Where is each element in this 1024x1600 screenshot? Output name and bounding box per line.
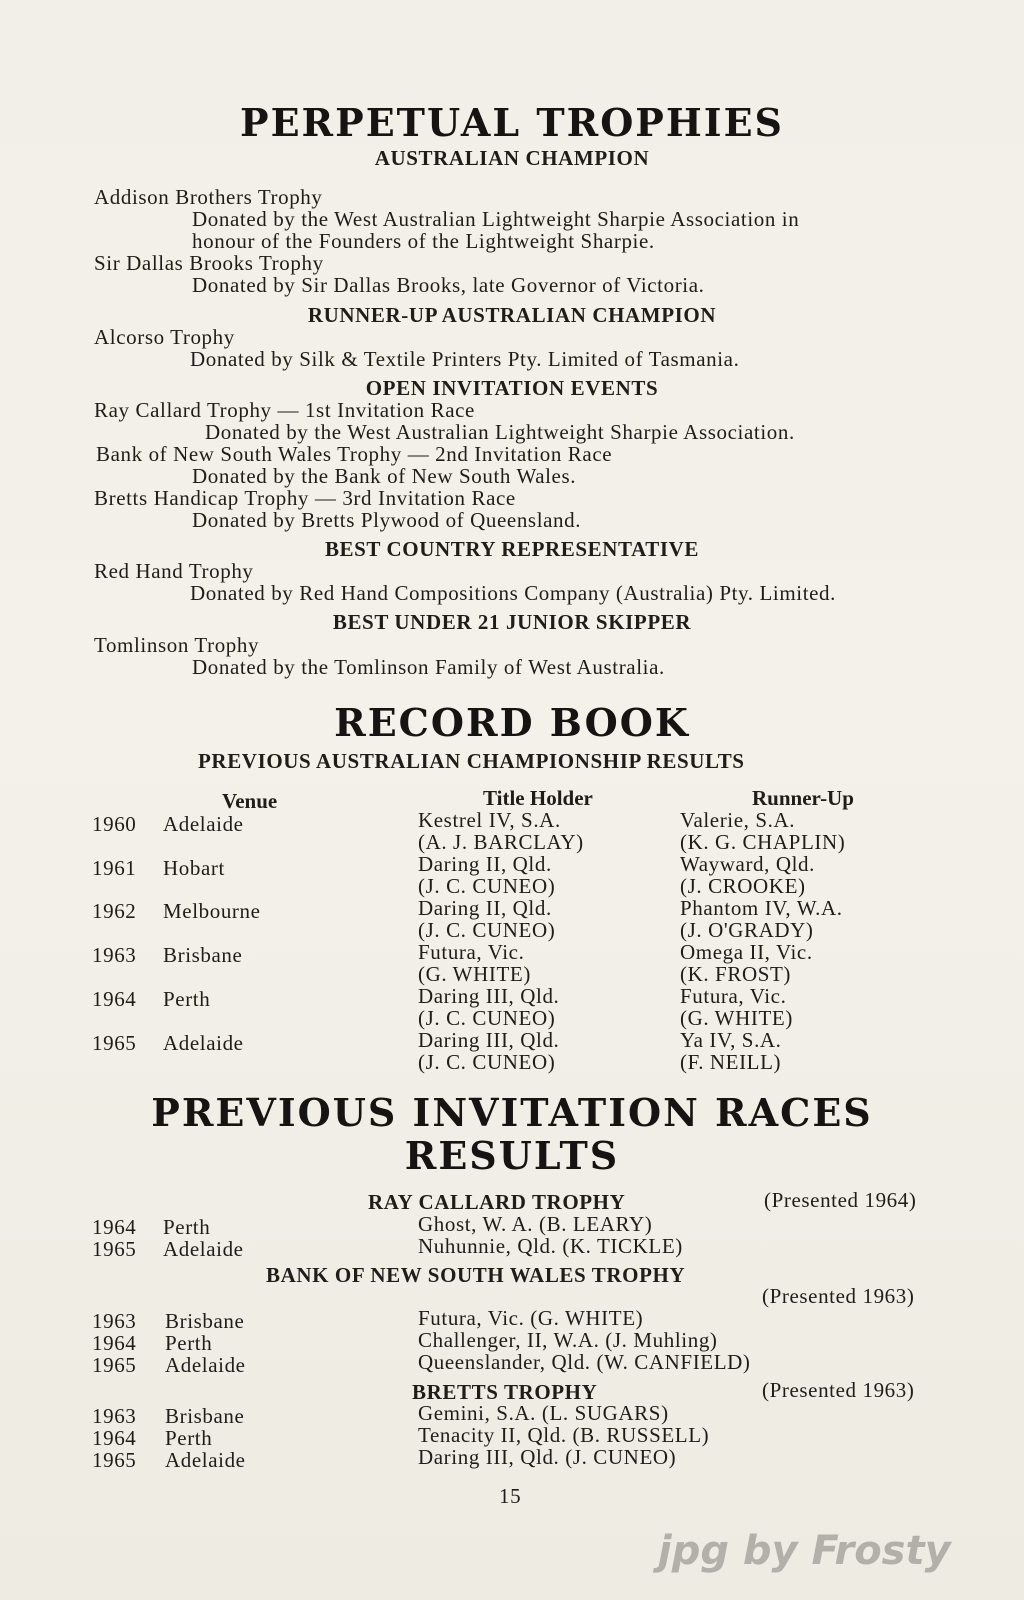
- result-winner: Queenslander, Qld. (W. CANFIELD): [418, 1350, 751, 1374]
- presented-year: (Presented 1963): [762, 1378, 915, 1402]
- runner-up-boat: Wayward, Qld.: [680, 852, 815, 876]
- result-year: 1965: [92, 1448, 137, 1472]
- result-year: 1965: [92, 1353, 137, 1377]
- result-winner: Nuhunnie, Qld. (K. TICKLE): [418, 1234, 683, 1258]
- trophy-name: Bretts Handicap Trophy — 3rd Invitation Race: [94, 486, 516, 510]
- runner-up-boat: Ya IV, S.A.: [680, 1028, 782, 1052]
- section-heading: OPEN INVITATION EVENTS: [365, 376, 659, 400]
- result-year: 1964: [92, 1331, 137, 1355]
- invitation-title-line2: RESULTS: [404, 1133, 620, 1178]
- trophy-heading: BRETTS TROPHY: [412, 1380, 598, 1404]
- trophy-description: Donated by the West Australian Lightweight Sharpie Association in: [192, 207, 800, 231]
- title-holder-skipper: (J. C. CUNEO): [418, 874, 556, 898]
- result-venue: Adelaide: [163, 1237, 244, 1261]
- section-heading: AUSTRALIAN CHAMPION: [374, 146, 650, 170]
- trophy-description: Donated by Sir Dallas Brooks, late Governor of Victoria.: [192, 273, 705, 297]
- result-venue: Perth: [165, 1426, 213, 1450]
- result-year: 1964: [92, 987, 137, 1011]
- result-winner: Futura, Vic. (G. WHITE): [418, 1306, 644, 1330]
- runner-up-skipper: (J. CROOKE): [680, 874, 806, 898]
- presented-year: (Presented 1963): [762, 1284, 915, 1308]
- trophy-name: Addison Brothers Trophy: [94, 185, 323, 209]
- trophy-description: honour of the Founders of the Lightweight Sharpie.: [192, 229, 655, 253]
- result-venue: Adelaide: [165, 1353, 246, 1377]
- result-venue: Brisbane: [163, 943, 243, 967]
- column-header-title-holder: Title Holder: [483, 786, 593, 810]
- title-holder-boat: Daring II, Qld.: [418, 852, 552, 876]
- section-heading: RUNNER-UP AUSTRALIAN CHAMPION: [307, 303, 717, 327]
- result-year: 1960: [92, 812, 137, 836]
- title-holder-skipper: (J. C. CUNEO): [418, 918, 556, 942]
- section-heading: BEST UNDER 21 JUNIOR SKIPPER: [332, 610, 692, 634]
- trophy-description: Donated by the West Australian Lightweight Sharpie Association.: [205, 420, 795, 444]
- result-venue: Adelaide: [163, 1031, 244, 1055]
- title-holder-skipper: (J. C. CUNEO): [418, 1050, 556, 1074]
- record-book-title: RECORD BOOK: [334, 700, 690, 745]
- result-venue: Perth: [163, 1215, 211, 1239]
- result-venue: Brisbane: [165, 1404, 245, 1428]
- trophy-description: Donated by the Bank of New South Wales.: [192, 464, 577, 488]
- watermark: jpg by Frosty: [658, 1528, 951, 1574]
- result-year: 1961: [92, 856, 137, 880]
- result-venue: Perth: [163, 987, 211, 1011]
- trophy-description: Donated by Red Hand Compositions Company (Australia) Pty. Limited.: [190, 581, 837, 605]
- result-venue: Adelaide: [163, 812, 244, 836]
- runner-up-boat: Valerie, S.A.: [680, 808, 796, 832]
- record-book-subtitle: PREVIOUS AUSTRALIAN CHAMPIONSHIP RESULTS: [198, 749, 745, 773]
- runner-up-skipper: (K. G. CHAPLIN): [680, 830, 846, 854]
- result-year: 1965: [92, 1237, 137, 1261]
- invitation-title: PREVIOUS INVITATION RACES: [151, 1090, 873, 1135]
- trophy-name: Sir Dallas Brooks Trophy: [94, 251, 324, 275]
- result-venue: Melbourne: [163, 899, 261, 923]
- result-year: 1963: [92, 1404, 137, 1428]
- runner-up-skipper: (G. WHITE): [680, 1006, 793, 1030]
- trophy-name: Red Hand Trophy: [94, 559, 254, 583]
- title-holder-boat: Daring III, Qld.: [418, 984, 560, 1008]
- result-year: 1964: [92, 1426, 137, 1450]
- result-year: 1963: [92, 1309, 137, 1333]
- title-holder-skipper: (J. C. CUNEO): [418, 1006, 556, 1030]
- column-header-venue: Venue: [222, 789, 278, 813]
- column-header-runner-up: Runner-Up: [752, 786, 854, 810]
- trophy-name: Tomlinson Trophy: [94, 633, 260, 657]
- presented-year: (Presented 1964): [764, 1188, 917, 1212]
- title-holder-skipper: (G. WHITE): [418, 962, 531, 986]
- result-year: 1963: [92, 943, 137, 967]
- title-holder-boat: Daring II, Qld.: [418, 896, 552, 920]
- result-year: 1965: [92, 1031, 137, 1055]
- trophy-name: Ray Callard Trophy — 1st Invitation Race: [94, 398, 475, 422]
- result-winner: Tenacity II, Qld. (B. RUSSELL): [418, 1423, 710, 1447]
- title-holder-boat: Futura, Vic.: [418, 940, 525, 964]
- runner-up-skipper: (F. NEILL): [680, 1050, 782, 1074]
- runner-up-skipper: (J. O'GRADY): [680, 918, 814, 942]
- result-venue: Perth: [165, 1331, 213, 1355]
- result-winner: Challenger, II, W.A. (J. Muhling): [418, 1328, 718, 1352]
- page-title: PERPETUAL TROPHIES: [240, 100, 784, 145]
- result-year: 1964: [92, 1215, 137, 1239]
- trophy-description: Donated by Bretts Plywood of Queensland.: [192, 508, 582, 532]
- title-holder-boat: Kestrel IV, S.A.: [418, 808, 561, 832]
- runner-up-boat: Futura, Vic.: [680, 984, 787, 1008]
- result-venue: Brisbane: [165, 1309, 245, 1333]
- trophy-heading: RAY CALLARD TROPHY: [368, 1190, 626, 1214]
- runner-up-skipper: (K. FROST): [680, 962, 792, 986]
- runner-up-boat: Phantom IV, W.A.: [680, 896, 843, 920]
- section-heading: BEST COUNTRY REPRESENTATIVE: [324, 537, 700, 561]
- trophy-description: Donated by Silk & Textile Printers Pty. Limited of Tasmania.: [190, 347, 740, 371]
- runner-up-boat: Omega II, Vic.: [680, 940, 813, 964]
- title-holder-skipper: (A. J. BARCLAY): [418, 830, 584, 854]
- result-venue: Adelaide: [165, 1448, 246, 1472]
- page-number: 15: [499, 1484, 522, 1508]
- title-holder-boat: Daring III, Qld.: [418, 1028, 560, 1052]
- result-winner: Daring III, Qld. (J. CUNEO): [418, 1445, 677, 1469]
- trophy-name: Bank of New South Wales Trophy — 2nd Invitation Race: [96, 442, 613, 466]
- result-winner: Gemini, S.A. (L. SUGARS): [418, 1401, 669, 1425]
- result-winner: Ghost, W. A. (B. LEARY): [418, 1212, 653, 1236]
- result-venue: Hobart: [163, 856, 225, 880]
- trophy-name: Alcorso Trophy: [94, 325, 235, 349]
- trophy-heading: BANK OF NEW SOUTH WALES TROPHY: [266, 1263, 686, 1287]
- result-year: 1962: [92, 899, 137, 923]
- trophy-description: Donated by the Tomlinson Family of West Australia.: [192, 655, 665, 679]
